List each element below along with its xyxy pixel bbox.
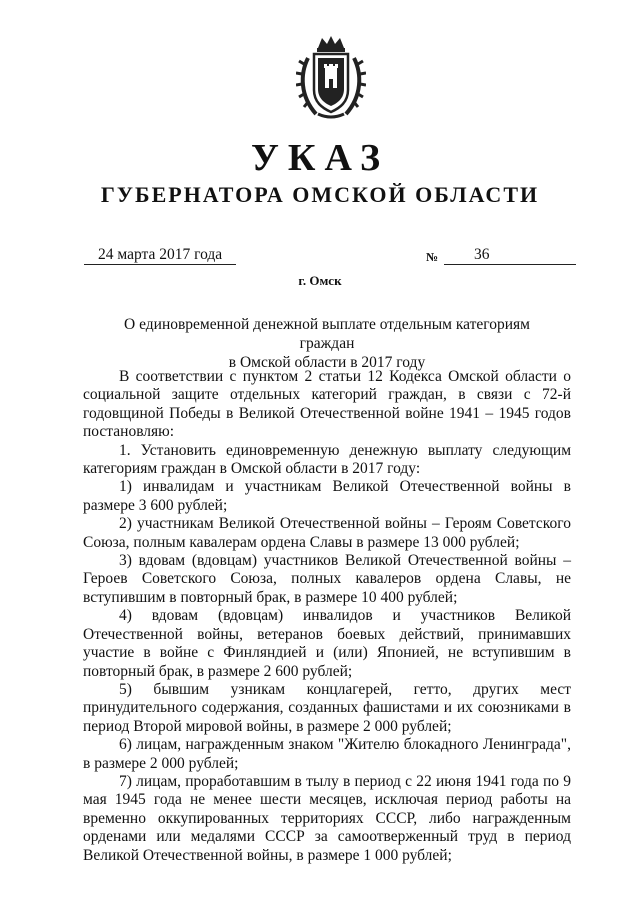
body-paragraph: 7) лицам, проработавшим в тылу в период с 22 июня 1941 года по 9 мая 1945 года не менее шести месяцев, исключая период работы на временно оккупированных территориях СССР, либо награжденным орденами или медалями СССР за самоотверженный труд в период Великой Отечественной войны, в размере 1 000 рублей;: [83, 772, 571, 864]
number-label: №: [426, 250, 439, 264]
subject-line: в Омской области в 2017 году: [228, 354, 426, 371]
document-issuer: ГУБЕРНАТОРА ОМСКОЙ ОБЛАСТИ: [100, 182, 540, 207]
omsk-oblast-coat-of-arms-icon: [296, 34, 366, 120]
body-paragraph: 1) инвалидам и участникам Великой Отечественной войны в размере 3 600 рублей;: [83, 478, 571, 514]
document-title: УКАЗ: [251, 137, 389, 179]
document-number: 36: [444, 245, 576, 265]
body-paragraph: 3) вдовам (вдовцам) участников Великой Отечественной войны – Героев Советского Союза, полных кавалеров ордена Славы, не вступившим в повторный брак, в размере 10 400 рублей;: [83, 552, 571, 606]
document-city: г. Омск: [298, 273, 342, 288]
body-paragraph: 2) участникам Великой Отечественной войны – Героям Советского Союза, полным кавалерам ордена Славы в размере 13 000 рублей;: [83, 515, 571, 551]
subject-line: О единовременной денежной выплате отдельным категориям граждан: [124, 316, 530, 352]
body-paragraph: 5) бывшим узникам концлагерей, гетто, других мест принудительного содержания, созданных фашистами и их союзниками в период Второй мировой войны, в размере 2 000 рублей;: [83, 680, 571, 735]
document-subject: [102, 315, 552, 372]
body-paragraph: 1. Установить единовременную денежную выплату следующим категориям граждан в Омской области в 2017 году:: [83, 441, 571, 478]
body-paragraph: 4) вдовам (вдовцам) инвалидов и участников Великой Отечественной войны, ветеранов боевых действий, принимавших участие в войне с Финляндией и (или) Японией, не вступившим в повторный брак, в размере 2 600 рублей;: [83, 607, 571, 680]
document-body: [83, 368, 571, 865]
body-paragraph: В соответствии с пунктом 2 статьи 12 Кодекса Омской области о социальной защите отдельных категорий граждан, в связи с 72-й годовщиной Победы в Великой Отечественной войне 1941 – 1945 годов постановляю:: [83, 368, 571, 441]
body-paragraph: 6) лицам, награжденным знаком "Жителю блокадного Ленинграда", в размере 2 000 рублей;: [83, 736, 571, 772]
document-date: 24 марта 2017 года: [84, 245, 236, 265]
